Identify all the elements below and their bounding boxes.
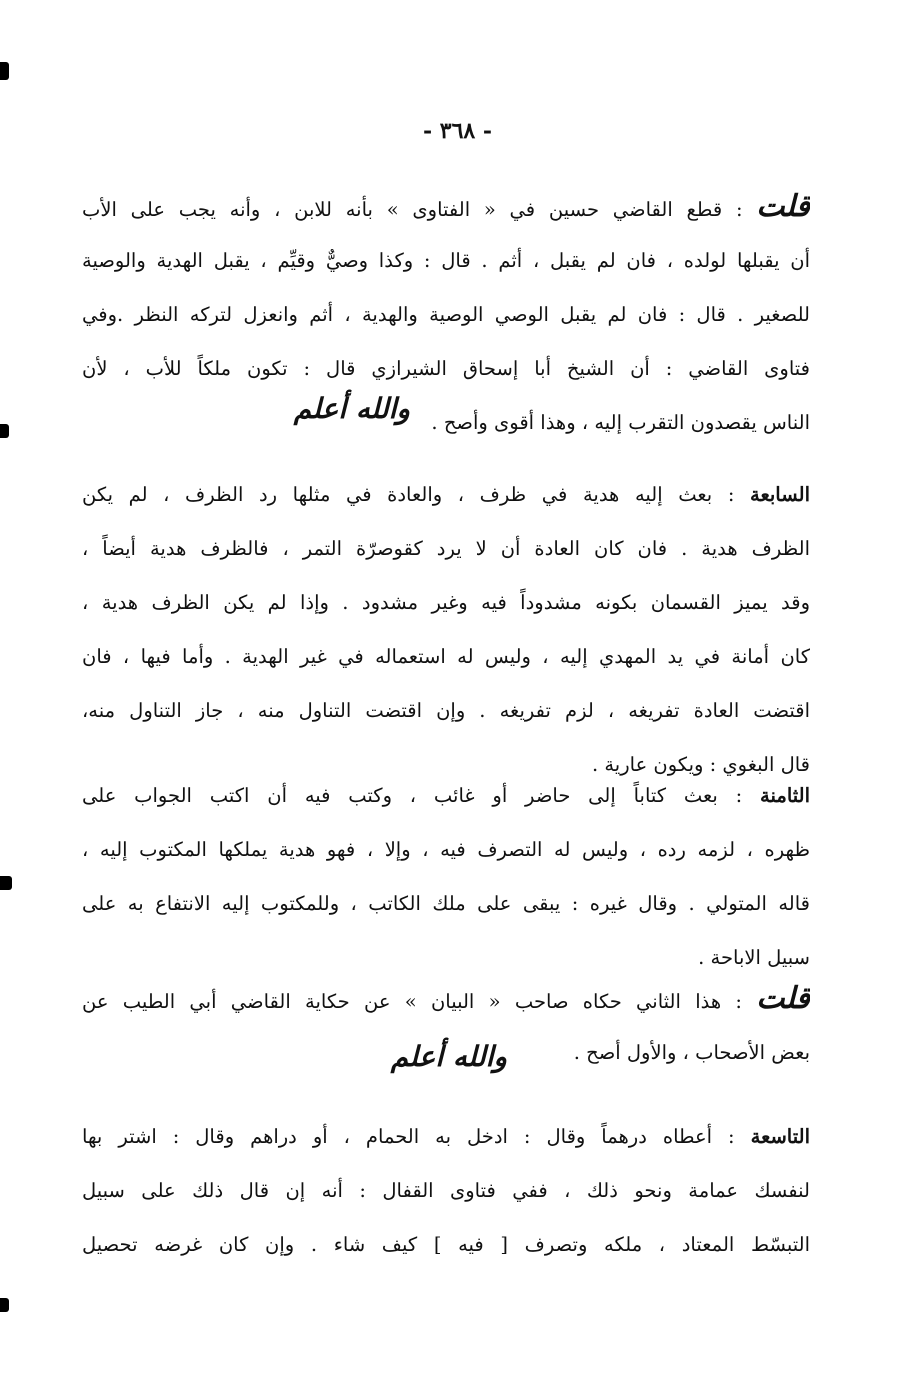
- text-line: للصغير . قال : فان لم يقبل الوصي الوصية والهدية ، أثم وانعزل لتركه النظر .وفي: [82, 303, 810, 326]
- text-line: التبسّط المعتاد ، ملكه وتصرف [ فيه ] كيف شاء . وإن كان غرضه تحصيل: [82, 1233, 810, 1256]
- line-text: : أعطاه درهماً وقال : ادخل به الحمام ، أو دراهم وقال : اشتر بها: [82, 1125, 735, 1148]
- text-line: [82, 972, 810, 1026]
- text-line: [82, 769, 810, 823]
- text-line: [82, 468, 810, 522]
- text-line: اقتضت العادة تفريغه ، لزم تفريغه . وإن اقتضت التناول منه ، جاز التناول منه،: [82, 699, 810, 722]
- closing-formula: والله أعلم: [390, 1040, 507, 1073]
- scan-edge-mark: [0, 62, 9, 80]
- qult-heading: قلت: [756, 981, 810, 1016]
- page-number: - ٣٦٨ -: [422, 118, 493, 144]
- text-line: وقد يميز القسمان بكونه مشدوداً فيه وغير مشدود . وإذا لم يكن الظرف هدية ،: [82, 591, 810, 614]
- closing-formula: والله أعلم: [293, 392, 410, 425]
- text-line: بعض الأصحاب ، والأول أصح .: [573, 1041, 810, 1064]
- text-line: [82, 1110, 810, 1164]
- text-line: الظرف هدية . فان كان العادة أن لا يرد كقوصرّة التمر ، فالظرف هدية أيضاً ،: [82, 537, 810, 560]
- section-heading: السابعة: [750, 483, 810, 506]
- scan-edge-mark: [0, 1298, 9, 1312]
- text-line: كان أمانة في يد المهدي إليه ، وليس له استعماله في غير الهدية . وأما فيها ، فان: [82, 645, 810, 668]
- text-line: الناس يقصدون التقرب إليه ، وهذا أقوى وأصح .: [431, 411, 810, 434]
- section-heading: الثامنة: [760, 784, 810, 807]
- line-text: : هذا الثاني حكاه صاحب « البيان » عن حكاية القاضي أبي الطيب عن: [82, 990, 742, 1013]
- paragraph-qult-1: [82, 180, 810, 450]
- paragraph-sabia: [82, 468, 810, 792]
- qult-heading: قلت: [756, 189, 810, 224]
- line-text: : بعث إليه هدية في ظرف ، والعادة في مثلها رد الظرف ، لم يكن: [82, 483, 735, 506]
- line-text: : قطع القاضي حسين في « الفتاوى » بأنه للابن ، وأنه يجب على الأب: [82, 198, 743, 221]
- paragraph-tasia: [82, 1110, 810, 1272]
- scan-edge-mark: [0, 876, 12, 890]
- text-line: سبيل الاباحة .: [698, 946, 810, 969]
- scan-edge-mark: [0, 424, 9, 438]
- text-line: قاله المتولي . وقال غيره : يبقى على ملك الكاتب ، وللمكتوب إليه الانتفاع به على: [82, 892, 810, 915]
- line-text: : بعث كتاباً إلى حاضر أو غائب ، وكتب فيه أن اكتب الجواب على: [82, 784, 743, 807]
- text-line: قال البغوي : ويكون عارية .: [591, 753, 810, 776]
- text-line: [82, 180, 810, 234]
- paragraph-thamina: [82, 769, 810, 985]
- section-heading: التاسعة: [750, 1125, 810, 1148]
- text-line: أن يقبلها لولده ، فان لم يقبل ، أثم . قال : وكذا وصيٌّ وقيِّم ، يقبل الهدية والوصية: [82, 249, 810, 272]
- text-line: ظهره ، لزمه رده ، وليس له التصرف فيه ، وإلا ، فهو هدية يملكها المكتوب إليه ،: [82, 838, 810, 861]
- text-line: لنفسك عمامة ونحو ذلك ، ففي فتاوى القفال : أنه إن قال ذلك على سبيل: [82, 1179, 810, 1202]
- text-line: فتاوى القاضي : أن الشيخ أبا إسحاق الشيرازي قال : تكون ملكاً للأب ، لأن: [82, 357, 810, 380]
